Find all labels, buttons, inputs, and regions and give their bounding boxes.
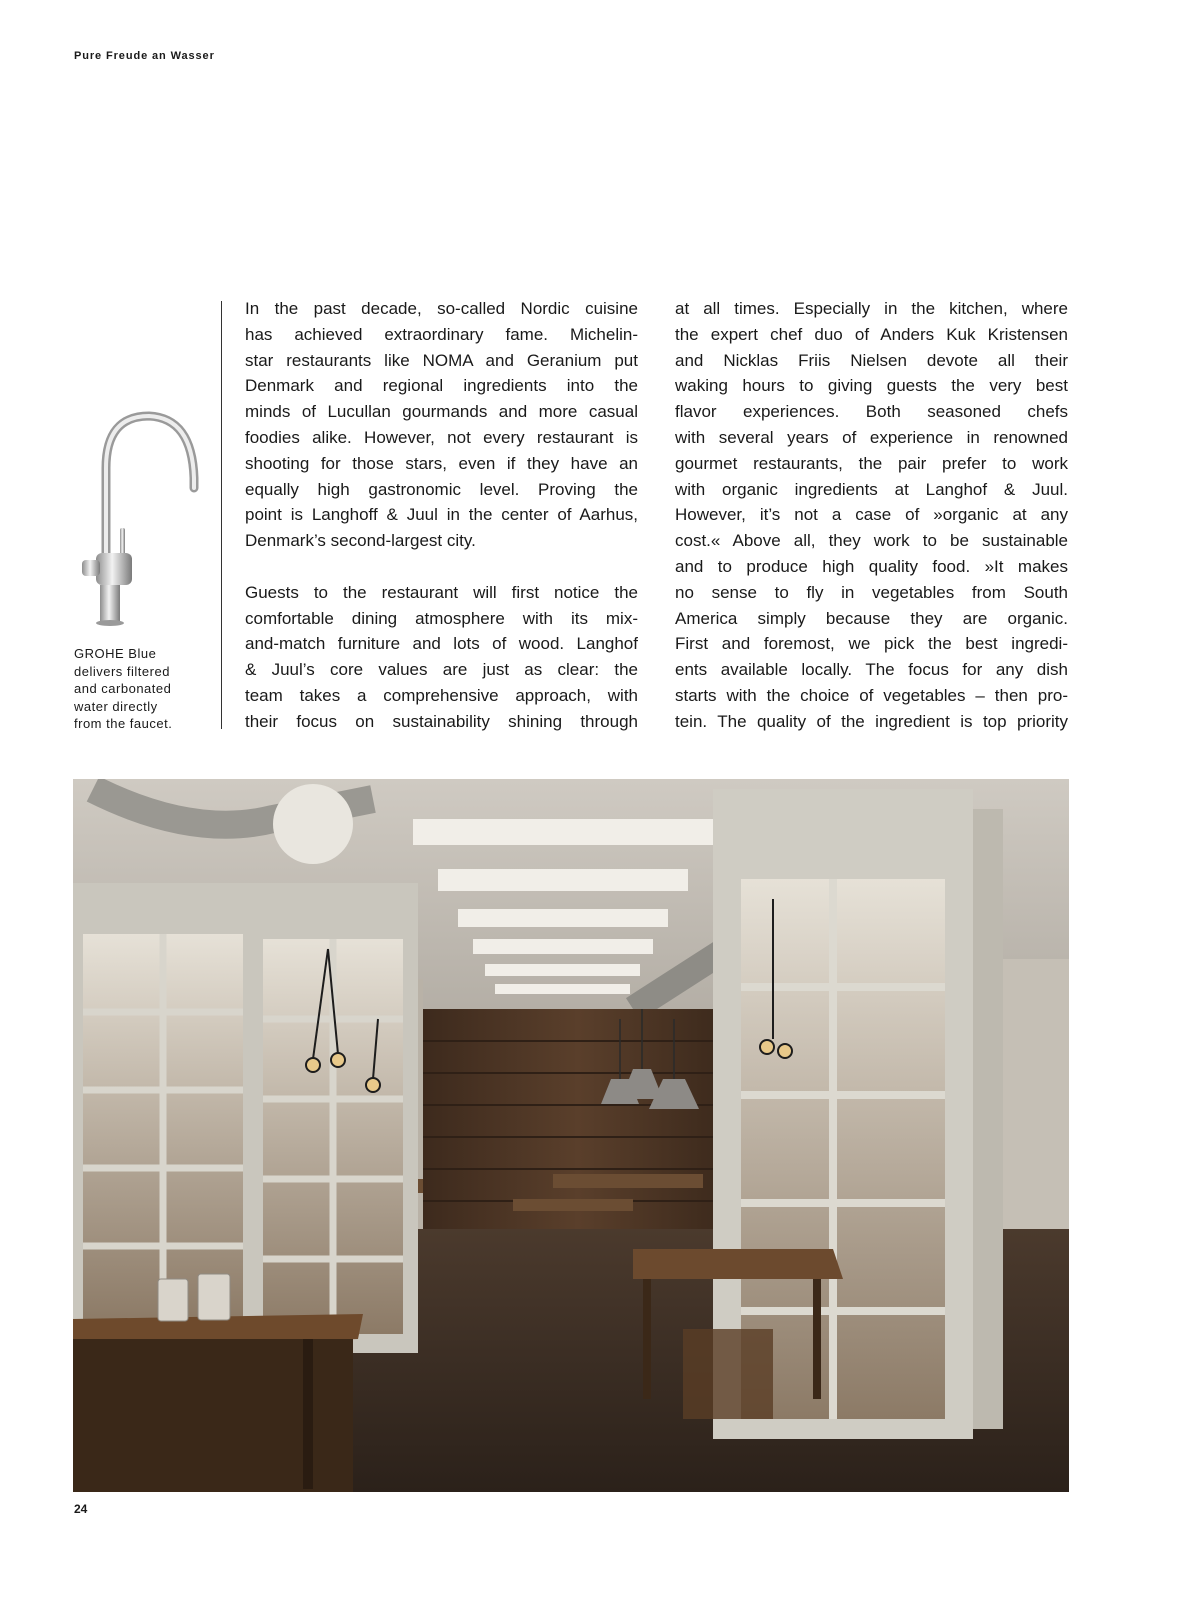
- text-line: minds of Lucullan gourmands and more casual: [245, 402, 638, 422]
- text-line: point is Langhoff & Juul in the center of Aarhus,: [245, 505, 638, 525]
- text-line: Guests to the restaurant will first notice the: [245, 582, 638, 602]
- grohe-blue-faucet-image: [74, 408, 204, 628]
- paragraph-gap: [245, 554, 638, 580]
- text-line: starts with the choice of vegetables – then pro-: [675, 685, 1068, 705]
- text-line: shooting for those stars, even if they have an: [245, 453, 638, 473]
- article-column-right: [675, 296, 1068, 735]
- text-line: equally high gastronomic level. Proving the: [245, 479, 638, 499]
- text-line: star restaurants like NOMA and Geranium put: [245, 350, 638, 370]
- text-line: has achieved extraordinary fame. Michelin-: [245, 324, 638, 344]
- text-line: at all times. Especially in the kitchen, where: [675, 299, 1068, 318]
- text-line: gourmet restaurants, the pair prefer to work: [675, 453, 1068, 473]
- text-line: no sense to fly in vegetables from South: [675, 582, 1068, 602]
- text-line: America simply because they are organic.: [675, 608, 1068, 628]
- text-line: First and foremost, we pick the best ingredi-: [675, 634, 1068, 654]
- caption-line: water directly: [74, 698, 158, 714]
- text-line: and to produce high quality food. »It makes: [675, 556, 1068, 576]
- caption-line: delivers filtered: [74, 663, 170, 679]
- text-line: Denmark and regional ingredients into the: [245, 376, 638, 396]
- text-line: team takes a comprehensive approach, with: [245, 685, 638, 705]
- text-line: In the past decade, so-called Nordic cuisine: [245, 299, 638, 318]
- article-column-left: [245, 296, 638, 735]
- caption-line: from the faucet.: [74, 716, 173, 731]
- text-line: with several years of experience in renowned: [675, 427, 1068, 447]
- column-divider-rule: [221, 301, 222, 729]
- text-line: & Juul’s core values are just as clear: the: [245, 660, 638, 680]
- text-line: waking hours to giving guests the very best: [675, 376, 1068, 396]
- caption-line: and carbonated: [74, 681, 172, 696]
- page-number: 24: [74, 1502, 88, 1516]
- running-title: Pure Freude an Wasser: [74, 50, 215, 62]
- faucet-caption: [74, 645, 204, 733]
- text-line: the expert chef duo of Anders Kuk Kristensen: [675, 324, 1068, 344]
- text-line: with organic ingredients at Langhof & Juul.: [675, 479, 1068, 499]
- text-line: However, it’s not a case of »organic at any: [675, 505, 1068, 525]
- text-line: flavor experiences. Both seasoned chefs: [675, 402, 1068, 422]
- caption-line: GROHE Blue: [74, 646, 157, 661]
- text-line: Denmark’s second-largest city.: [245, 531, 476, 551]
- text-line: tein. The quality of the ingredient is top priority: [675, 711, 1068, 731]
- text-line: cost.« Above all, they work to be sustainable: [675, 531, 1068, 551]
- restaurant-interior-photo: [73, 779, 1069, 1492]
- text-line: comfortable dining atmosphere with its mix-: [245, 608, 638, 628]
- text-line: ents available locally. The focus for any dish: [675, 660, 1068, 680]
- text-line: and-match furniture and lots of wood. Langhof: [245, 634, 638, 654]
- text-line: their focus on sustainability shining through: [245, 711, 638, 731]
- text-line: and Nicklas Friis Nielsen devote all their: [675, 350, 1068, 370]
- text-line: foodies alike. However, not every restaurant is: [245, 427, 638, 447]
